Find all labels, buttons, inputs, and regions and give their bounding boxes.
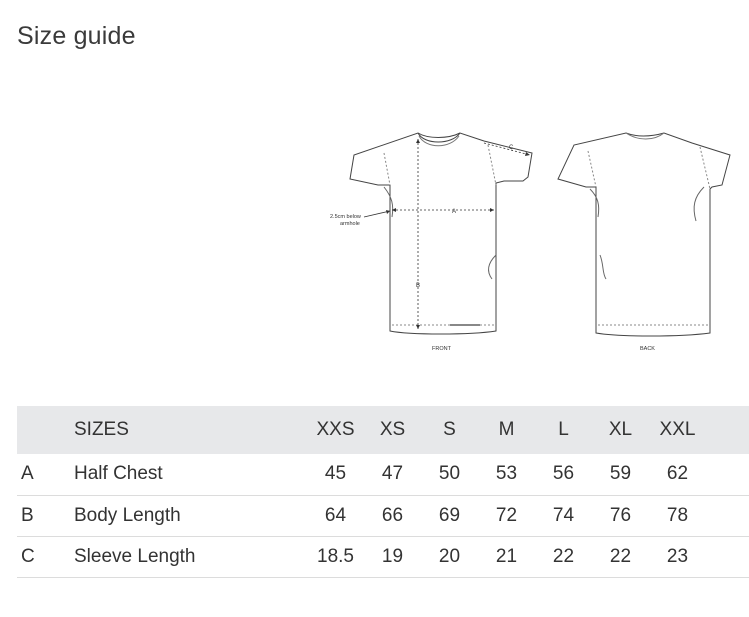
header-letter-cell [17, 406, 74, 454]
armhole-note-arrow [364, 210, 390, 217]
measurement-line-b [416, 139, 420, 329]
armhole-note-line2: armhole [340, 221, 360, 227]
header-size-xs: XS [379, 419, 406, 440]
header-pad-cell [706, 406, 749, 454]
back-tshirt-drawing [558, 133, 730, 336]
row-value: 62 [666, 463, 689, 485]
table-row [17, 495, 749, 536]
size-table-container [17, 406, 749, 578]
table-row [17, 536, 749, 577]
header-size-xxl: XXL [659, 419, 696, 440]
row-value: 72 [495, 504, 518, 526]
row-value: 78 [666, 504, 689, 526]
row-measure-name: Body Length [74, 504, 181, 526]
header-sizes-label: SIZES [74, 419, 129, 440]
row-pad [706, 495, 749, 536]
measurement-line-a [392, 208, 494, 212]
header-size-l: L [558, 419, 569, 440]
table-row [17, 454, 749, 495]
page-title: Size guide [17, 22, 136, 50]
row-value: 53 [495, 463, 518, 485]
front-tshirt-drawing [350, 133, 532, 334]
row-letter: C [21, 545, 35, 567]
row-value: 21 [495, 545, 518, 567]
marker-b-label: B [416, 283, 421, 289]
row-value: 74 [552, 504, 575, 526]
row-value: 69 [438, 504, 461, 526]
back-label: BACK [640, 346, 655, 352]
row-value: 76 [609, 504, 632, 526]
row-value: 59 [609, 463, 632, 485]
row-value: 66 [381, 504, 404, 526]
row-letter: B [21, 504, 34, 526]
armhole-note-line1: 2.5cm below [330, 214, 361, 220]
row-letter: A [21, 463, 34, 485]
tshirt-measurement-diagram [320, 125, 749, 355]
header-size-xl: XL [608, 419, 633, 440]
size-table-header-row [17, 406, 749, 454]
row-value: 23 [666, 545, 689, 567]
row-measure-name: Half Chest [74, 463, 163, 485]
row-value: 56 [552, 463, 575, 485]
measurement-line-c [484, 143, 530, 156]
header-size-m: M [498, 419, 515, 440]
row-value: 19 [381, 545, 404, 567]
row-pad [706, 536, 749, 577]
row-value: 20 [438, 545, 461, 567]
row-value: 22 [552, 545, 575, 567]
row-value: 45 [324, 463, 347, 485]
marker-c-label: C [509, 145, 514, 151]
row-value: 22 [609, 545, 632, 567]
row-value: 18.5 [317, 545, 354, 567]
marker-a-label: A [452, 209, 457, 215]
row-value: 47 [381, 463, 404, 485]
header-size-xxs: XXS [316, 419, 355, 440]
front-label: FRONT [432, 346, 451, 352]
size-table [17, 406, 749, 578]
row-value: 50 [438, 463, 461, 485]
row-pad [706, 454, 749, 495]
row-value: 64 [324, 504, 347, 526]
header-size-s: S [443, 419, 456, 440]
row-measure-name: Sleeve Length [74, 545, 196, 567]
